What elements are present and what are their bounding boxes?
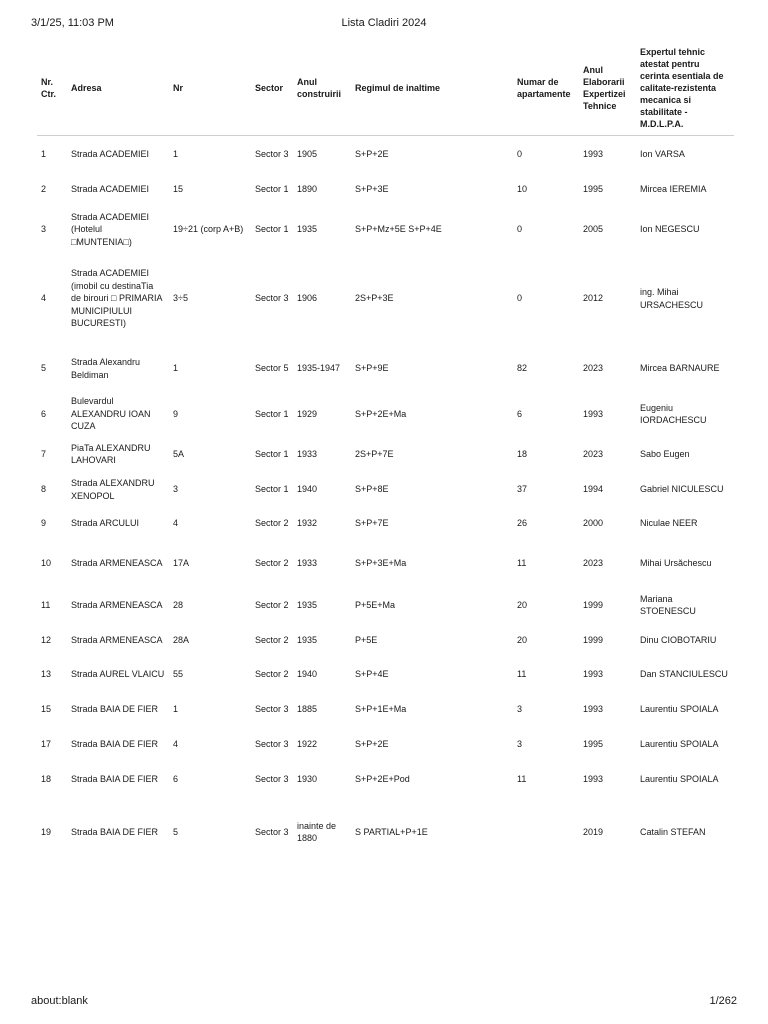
cell-expert: Sabo Eugen [640, 448, 690, 459]
cell-sector: Sector 5 [255, 363, 289, 374]
cell-sector: Sector 2 [255, 599, 289, 610]
table-header-row [37, 40, 734, 136]
cell-sector: Sector 3 [255, 738, 289, 749]
cell-adresa: Strada BAIA DE FIER [71, 773, 159, 784]
cell-nr-ctr: 4 [41, 293, 47, 304]
cell-sector: Sector 3 [255, 703, 289, 714]
cell-regim: S PARTIAL+P+1E [355, 826, 428, 837]
cell-sector: Sector 1 [255, 484, 289, 495]
header-regimul-de-inaltime: Regimul de inaltime [351, 40, 513, 136]
header-numar-apartamente: Numar de apartamente [513, 40, 579, 136]
cell-regim: S+P+2E+Ma [355, 408, 407, 419]
cell-nr: 9 [173, 408, 179, 419]
cell-regim: S+P+Mz+5E S+P+4E [355, 224, 442, 235]
cell-regim: S+P+7E [355, 518, 389, 529]
cell-regim: S+P+2E [355, 738, 389, 749]
cell-adresa: Strada BAIA DE FIER [71, 738, 159, 749]
buildings-table [37, 40, 734, 868]
cell-anul-expertizei: 2005 [583, 224, 604, 235]
cell-expert: Dan STANCIULESCU [640, 669, 728, 680]
table-row [37, 541, 734, 587]
cell-anul-expertizei: 1993 [583, 773, 604, 784]
header-nr-ctr: Nr. Ctr. [37, 40, 67, 136]
cell-nr-ctr: 5 [41, 363, 47, 374]
cell-expert: Laurentiu SPOIALA [640, 773, 719, 784]
cell-sector: Sector 1 [255, 224, 289, 235]
cell-adresa: Strada ARMENEASCA [71, 635, 163, 646]
cell-expert: Catalin STEFAN [640, 826, 706, 837]
cell-nr-ctr: 19 [41, 826, 52, 837]
table-row [37, 587, 734, 624]
cell-regim: S+P+1E+Ma [355, 703, 407, 714]
cell-adresa: Strada ARMENEASCA [71, 558, 163, 569]
cell-expert: Mircea IEREMIA [640, 184, 707, 195]
cell-anul-construirii: 1940 [297, 669, 318, 680]
cell-anul-expertizei: 1993 [583, 703, 604, 714]
cell-anul-construirii: 1935 [297, 599, 318, 610]
table-row [37, 797, 734, 868]
cell-expert: Mariana STOENESCU [640, 593, 696, 616]
page-number: 1/262 [709, 995, 737, 1007]
cell-regim: P+5E [355, 635, 378, 646]
cell-nr: 4 [173, 738, 179, 749]
cell-sector: Sector 2 [255, 518, 289, 529]
cell-adresa: Strada ARCULUI [71, 518, 140, 529]
print-header [31, 17, 737, 33]
table-row [37, 393, 734, 436]
cell-apartamente: 20 [517, 635, 528, 646]
cell-regim: P+5E+Ma [355, 599, 396, 610]
cell-adresa: Strada BAIA DE FIER [71, 826, 159, 837]
cell-anul-expertizei: 1993 [583, 408, 604, 419]
cell-anul-construirii: 1932 [297, 518, 318, 529]
cell-nr: 1 [173, 149, 179, 159]
cell-anul-construirii: 1935 [297, 635, 318, 646]
cell-nr-ctr: 10 [41, 558, 52, 569]
cell-anul-construirii: 1935-1947 [297, 363, 341, 374]
header-expert-tehnic: Expertul tehnic atestat pentru cerinta esentiala de calitate-rezistenta mecanica si stabilitate - M.D.L.P.A. [636, 40, 734, 136]
cell-nr-ctr: 17 [41, 738, 52, 749]
cell-apartamente: 20 [517, 599, 528, 610]
cell-nr: 28A [173, 635, 190, 646]
cell-regim: S+P+4E [355, 669, 389, 680]
cell-apartamente: 11 [517, 773, 527, 784]
cell-anul-expertizei: 1993 [583, 669, 604, 680]
cell-apartamente: 18 [517, 448, 528, 459]
cell-sector: Sector 3 [255, 293, 289, 304]
cell-apartamente: 3 [517, 738, 523, 749]
table-body [37, 136, 734, 868]
cell-nr-ctr: 9 [41, 518, 47, 529]
table-row [37, 473, 734, 507]
cell-sector: Sector 3 [255, 826, 289, 837]
cell-anul-expertizei: 1994 [583, 484, 604, 495]
cell-apartamente: 0 [517, 293, 523, 304]
table-row [37, 692, 734, 727]
cell-nr-ctr: 13 [41, 669, 52, 680]
cell-anul-construirii: 1885 [297, 703, 318, 714]
cell-anul-expertizei: 2023 [583, 363, 604, 374]
cell-regim: S+P+8E [355, 484, 389, 495]
cell-sector: Sector 2 [255, 669, 289, 680]
cell-regim: S+P+2E [355, 149, 389, 159]
cell-expert: Niculae NEER [640, 518, 698, 529]
cell-nr-ctr: 7 [41, 448, 47, 459]
table-row [37, 136, 734, 173]
cell-sector: Sector 3 [255, 773, 289, 784]
cell-sector: Sector 1 [255, 408, 289, 419]
table-row [37, 658, 734, 692]
page-url: about:blank [31, 995, 88, 1007]
cell-nr-ctr: 6 [41, 408, 47, 419]
cell-anul-construirii: 1890 [297, 184, 318, 195]
table-row [37, 436, 734, 473]
cell-regim: 2S+P+7E [355, 448, 394, 459]
cell-nr-ctr: 18 [41, 773, 52, 784]
cell-expert: Laurentiu SPOIALA [640, 738, 719, 749]
cell-adresa: Strada AUREL VLAICU [71, 669, 165, 680]
cell-apartamente: 26 [517, 518, 528, 529]
cell-sector: Sector 1 [255, 184, 289, 195]
table-row [37, 207, 734, 253]
cell-anul-expertizei: 2000 [583, 518, 604, 529]
cell-nr: 5 [173, 826, 179, 837]
cell-regim: 2S+P+3E [355, 293, 394, 304]
cell-sector: Sector 2 [255, 558, 289, 569]
cell-adresa: Strada Alexandru Beldiman [71, 357, 141, 380]
cell-apartamente: 0 [517, 224, 523, 235]
cell-anul-construirii: 1929 [297, 408, 318, 419]
cell-nr-ctr: 15 [41, 703, 52, 714]
cell-regim: S+P+9E [355, 363, 389, 374]
cell-adresa: PiaTa ALEXANDRU LAHOVARI [71, 442, 151, 465]
cell-anul-expertizei: 1995 [583, 738, 604, 749]
cell-anul-construirii: 1940 [297, 484, 318, 495]
cell-apartamente [513, 797, 579, 868]
cell-expert: Dinu CIOBOTARIU [640, 635, 717, 646]
cell-anul-construirii: 1905 [297, 149, 318, 159]
cell-anul-expertizei: 2023 [583, 448, 604, 459]
cell-nr: 5A [173, 448, 185, 459]
cell-anul-construirii: inainte de 1880 [297, 820, 337, 843]
cell-apartamente: 82 [517, 363, 528, 374]
cell-nr-ctr: 12 [41, 635, 52, 646]
cell-nr: 19÷21 (corp A+B) [173, 224, 244, 235]
header-anul-expertizei: Anul Elaborarii Expertizei Tehnice [579, 40, 636, 136]
cell-anul-construirii: 1933 [297, 448, 318, 459]
cell-adresa: Strada ACADEMIEI (imobil cu destinaTia de birouri □ PRIMARIA MUNICIPIULUI BUCURESTI) [71, 268, 162, 329]
cell-anul-expertizei: 1999 [583, 635, 604, 646]
cell-adresa: Strada ACADEMIEI [71, 184, 150, 195]
cell-apartamente: 6 [517, 408, 523, 419]
cell-anul-expertizei: 1993 [583, 149, 604, 159]
header-anul-construirii: Anul construirii [293, 40, 351, 136]
cell-anul-construirii: 1906 [297, 293, 318, 304]
cell-regim: S+P+2E+Pod [355, 773, 410, 784]
cell-apartamente: 37 [517, 484, 528, 495]
cell-expert: Ion NEGESCU [640, 224, 700, 235]
cell-adresa: Strada ALEXANDRU XENOPOL [71, 478, 155, 501]
cell-apartamente: 11 [517, 669, 527, 680]
cell-apartamente: 10 [517, 184, 528, 195]
cell-nr-ctr: 1 [41, 149, 47, 159]
cell-expert: Mihai Ursăchescu [640, 558, 712, 569]
cell-regim: S+P+3E+Ma [355, 558, 407, 569]
table-row [37, 727, 734, 762]
cell-apartamente: 3 [517, 703, 523, 714]
header-adresa: Adresa [67, 40, 169, 136]
cell-regim: S+P+3E [355, 184, 389, 195]
header-sector: Sector [251, 40, 293, 136]
cell-nr: 17A [173, 558, 190, 569]
cell-nr: 55 [173, 669, 184, 680]
cell-expert: Ion VARSA [640, 149, 685, 159]
cell-anul-construirii: 1930 [297, 773, 318, 784]
cell-adresa: Strada ACADEMIEI (Hotelul □MUNTENIA□) [71, 211, 150, 247]
cell-expert: Mircea BARNAURE [640, 363, 720, 374]
cell-anul-construirii: 1933 [297, 558, 318, 569]
cell-nr-ctr: 3 [41, 224, 47, 235]
cell-nr-ctr: 2 [41, 184, 47, 195]
table-row [37, 762, 734, 797]
cell-adresa: Bulevardul ALEXANDRU IOAN CUZA [71, 396, 151, 432]
cell-expert: ing. Mihai URSACHESCU [640, 287, 704, 310]
cell-nr-ctr: 11 [41, 599, 51, 610]
cell-nr-ctr: 8 [41, 484, 47, 495]
cell-nr: 3÷5 [173, 293, 188, 304]
table-row [37, 624, 734, 658]
table-row [37, 253, 734, 345]
cell-expert: Laurentiu SPOIALA [640, 703, 719, 714]
table-row [37, 173, 734, 207]
cell-nr: 1 [173, 363, 179, 374]
header-nr: Nr [169, 40, 251, 136]
cell-nr: 15 [173, 184, 184, 195]
cell-apartamente: 0 [517, 149, 523, 159]
cell-anul-expertizei: 2023 [583, 558, 604, 569]
print-datetime: 3/1/25, 11:03 PM [31, 17, 114, 29]
cell-nr: 4 [173, 518, 179, 529]
cell-expert: Gabriel NICULESCU [640, 484, 724, 495]
cell-anul-expertizei: 2012 [583, 293, 604, 304]
cell-sector: Sector 3 [255, 149, 289, 159]
cell-sector: Sector 1 [255, 448, 289, 459]
cell-anul-construirii: 1935 [297, 224, 318, 235]
cell-apartamente: 11 [517, 558, 527, 569]
cell-nr: 3 [173, 484, 179, 495]
cell-adresa: Strada ACADEMIEI [71, 149, 150, 159]
cell-anul-expertizei: 1999 [583, 599, 604, 610]
cell-anul-expertizei: 2019 [583, 826, 604, 837]
document-title: Lista Cladiri 2024 [341, 17, 427, 29]
cell-adresa: Strada BAIA DE FIER [71, 703, 159, 714]
cell-anul-expertizei: 1995 [583, 184, 604, 195]
cell-expert: Eugeniu IORDACHESCU [640, 402, 707, 425]
cell-nr: 1 [173, 703, 179, 714]
table-row [37, 345, 734, 393]
table-row [37, 507, 734, 541]
cell-sector: Sector 2 [255, 635, 289, 646]
cell-adresa: Strada ARMENEASCA [71, 599, 163, 610]
cell-nr: 28 [173, 599, 184, 610]
cell-anul-construirii: 1922 [297, 738, 318, 749]
cell-nr: 6 [173, 773, 179, 784]
